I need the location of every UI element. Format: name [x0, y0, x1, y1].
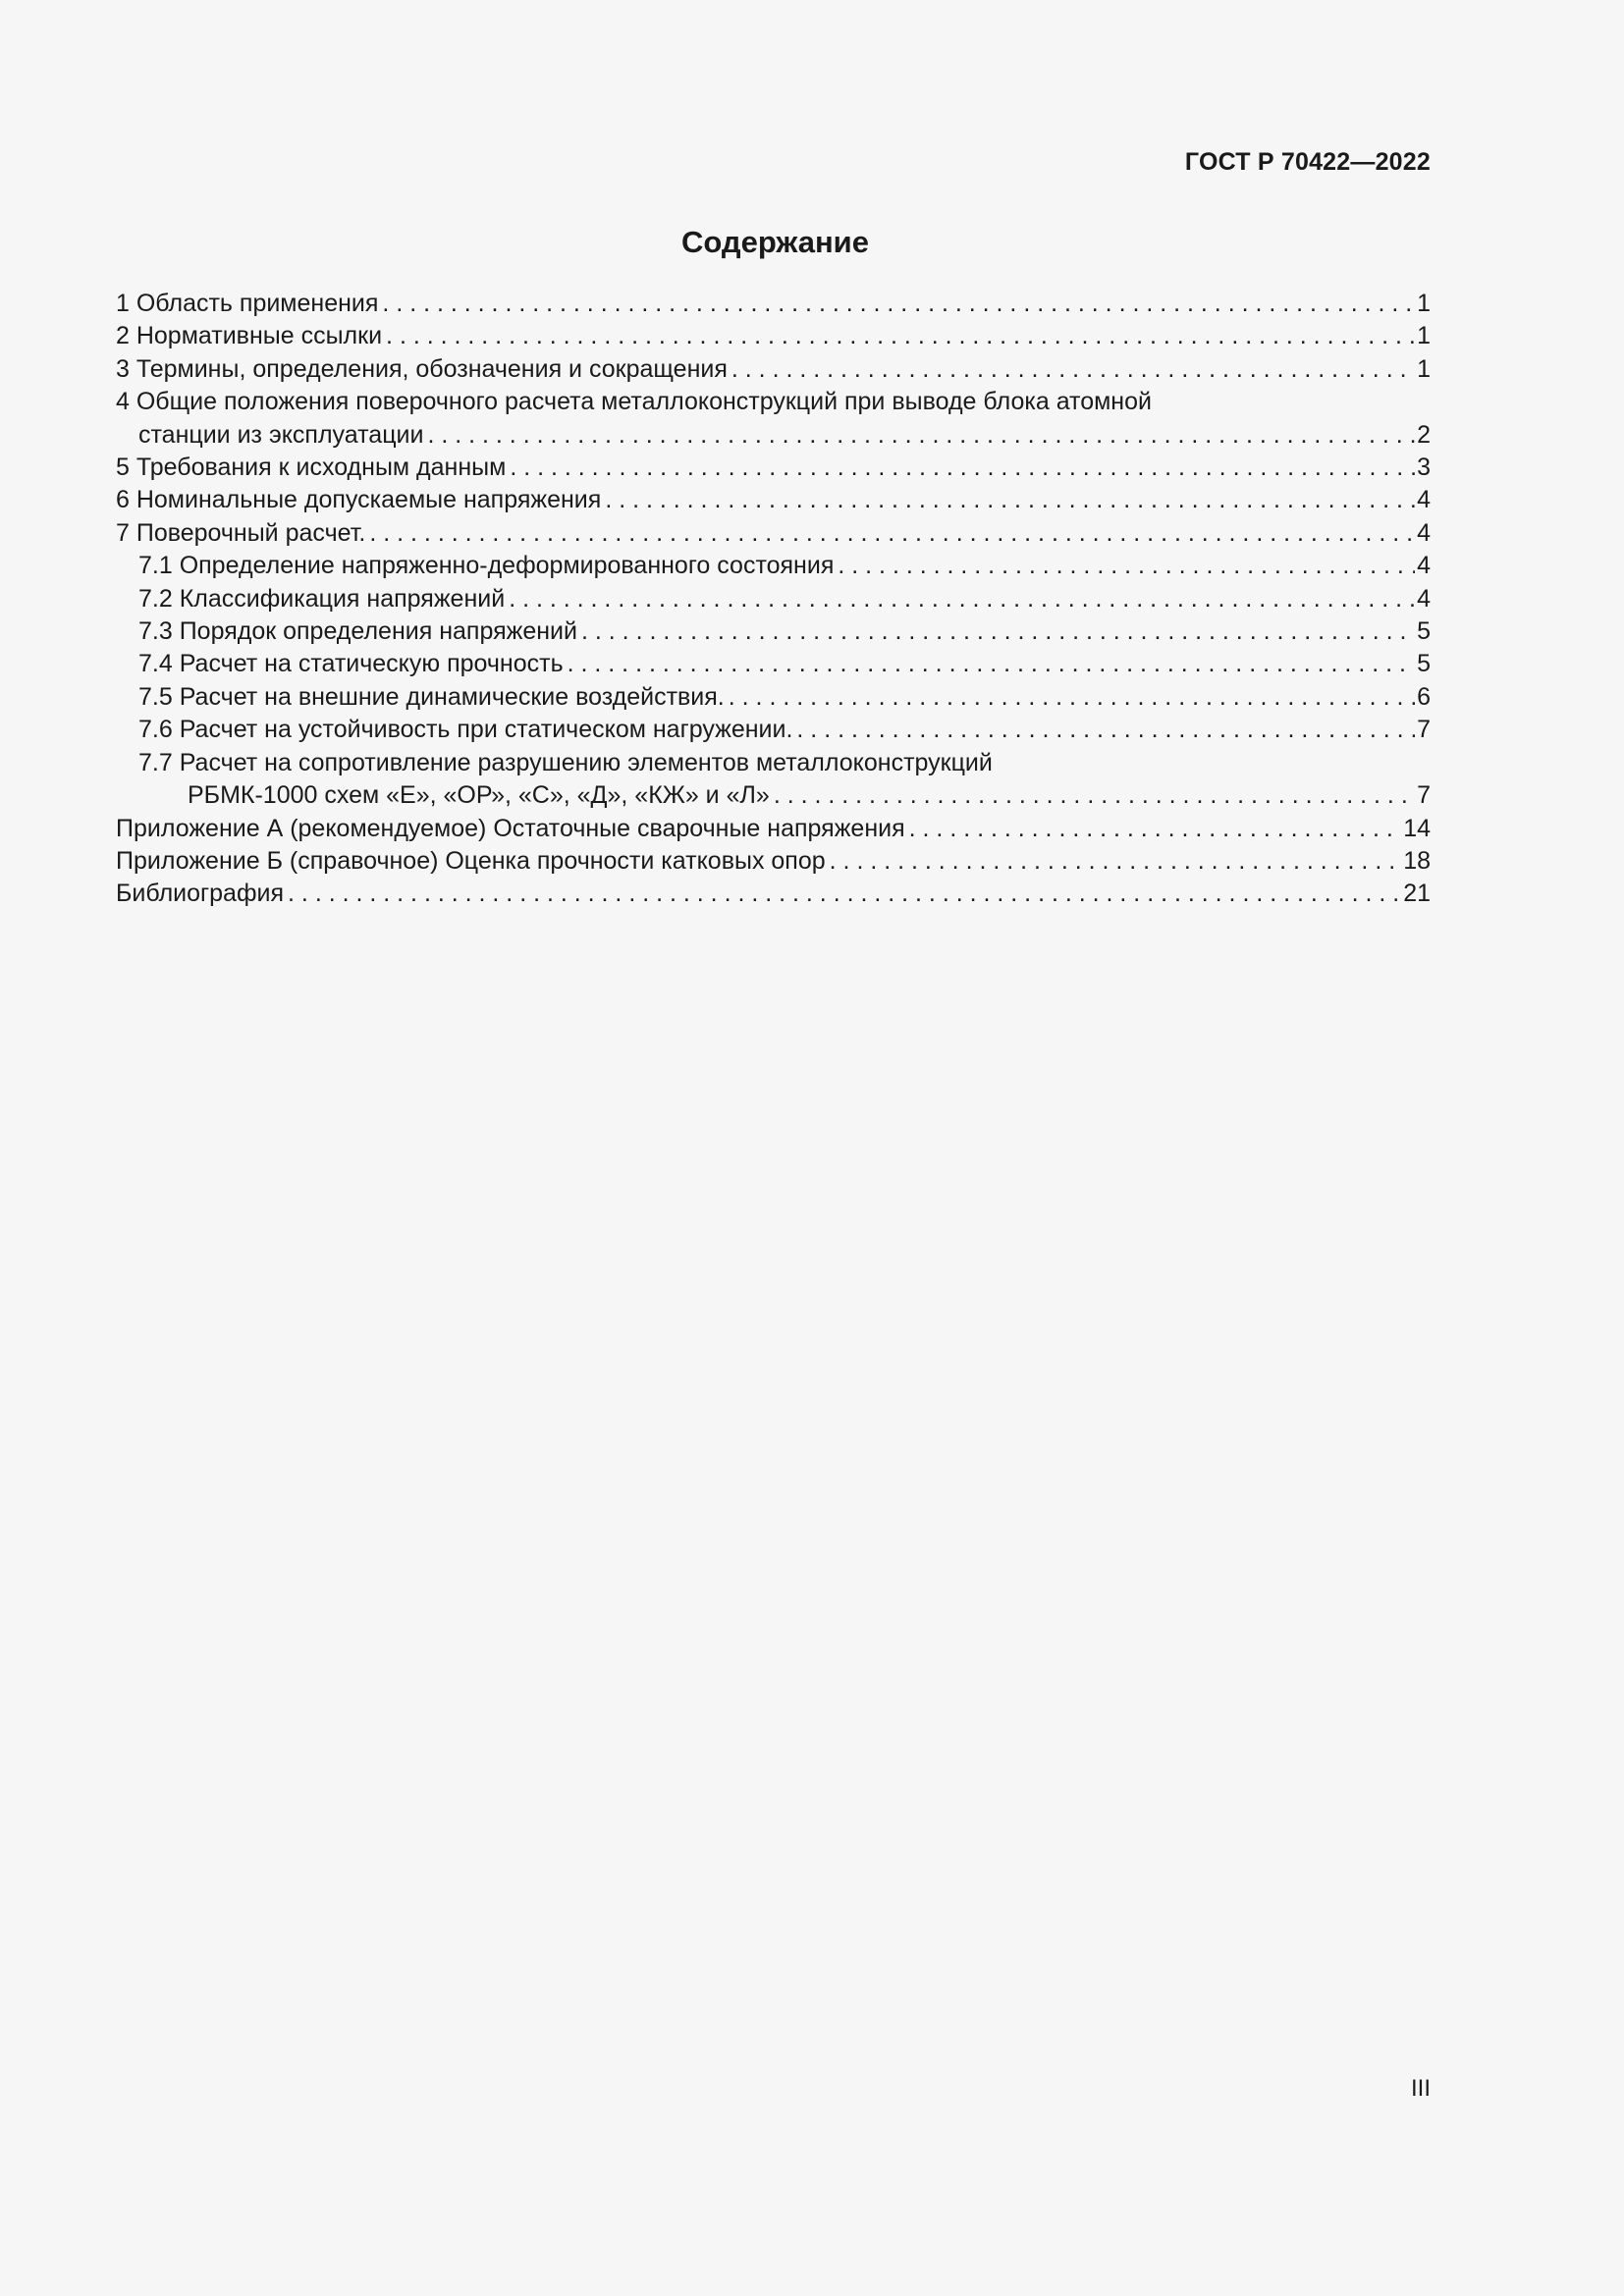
toc-entry-page: 5 — [1417, 617, 1431, 646]
toc-entry-label: 5 Требования к исходным данным — [116, 454, 507, 482]
toc-subentry[interactable] — [116, 681, 1431, 714]
toc-entry-label: 7.6 Расчет на устойчивость при статическом нагружении. — [138, 716, 793, 744]
toc-subentry[interactable] — [116, 648, 1431, 680]
toc-entry-continuation — [116, 779, 1431, 812]
toc-subentry[interactable] — [116, 550, 1431, 582]
table-of-contents — [116, 288, 1431, 911]
toc-entry-page: 4 — [1417, 518, 1431, 547]
toc-subentry[interactable] — [116, 583, 1431, 615]
toc-entry[interactable] — [116, 320, 1431, 352]
toc-entry-page: 1 — [1417, 322, 1431, 350]
toc-entry-label-line1: 4 Общие положения поверочного расчета металлоконструкций при выводе блока атомной — [116, 388, 1152, 416]
dot-leader — [830, 845, 1402, 878]
page-number: III — [1410, 2075, 1431, 2102]
dot-leader — [731, 353, 1415, 386]
dot-leader — [581, 615, 1415, 648]
toc-entry-page: 4 — [1417, 486, 1431, 514]
toc-entry-label: станции из эксплуатации — [138, 420, 424, 449]
dot-leader — [796, 714, 1415, 746]
toc-entry-page: 3 — [1417, 454, 1431, 482]
dot-leader — [386, 320, 1415, 352]
dot-leader — [510, 452, 1415, 484]
toc-entry[interactable] — [116, 288, 1431, 320]
toc-entry-page: 1 — [1417, 290, 1431, 317]
toc-entry-page: 4 — [1417, 584, 1431, 613]
dot-leader — [605, 484, 1415, 516]
toc-entry-page: 4 — [1417, 552, 1431, 580]
toc-entry-page: 1 — [1417, 354, 1431, 383]
toc-entry[interactable] — [116, 452, 1431, 484]
toc-entry[interactable] — [116, 845, 1431, 878]
toc-entry-label: 7 Поверочный расчет. — [116, 518, 366, 547]
dot-leader — [774, 779, 1415, 812]
toc-entry-continuation — [116, 419, 1431, 452]
toc-entry-label: 7.3 Порядок определения напряжений — [138, 617, 577, 646]
toc-entry-label: Библиография — [116, 880, 285, 908]
toc-entry-label: 1 Область применения — [116, 290, 379, 317]
toc-entry[interactable] — [116, 517, 1431, 550]
dot-leader — [427, 419, 1415, 452]
toc-entry-page: 6 — [1417, 682, 1431, 711]
toc-entry-label: Приложение А (рекомендуемое) Остаточные сварочные напряжения — [116, 814, 905, 842]
dot-leader — [568, 648, 1415, 680]
dot-leader — [382, 288, 1415, 320]
dot-leader — [729, 681, 1415, 714]
toc-entry[interactable] — [116, 878, 1431, 910]
dot-leader — [288, 878, 1401, 910]
dot-leader — [509, 583, 1415, 615]
toc-entry[interactable] — [116, 813, 1431, 845]
toc-entry-label: 7.5 Расчет на внешние динамические воздействия. — [138, 682, 725, 711]
document-code: ГОСТ Р 70422—2022 — [1184, 148, 1431, 176]
toc-subentry[interactable] — [116, 615, 1431, 648]
toc-entry-label: 7.4 Расчет на статическую прочность — [138, 650, 564, 678]
toc-entry-label: РБМК-1000 схем «Е», «ОР», «С», «Д», «КЖ» и «Л» — [188, 781, 770, 810]
toc-entry-label: 6 Номинальные допускаемые напряжения — [116, 486, 602, 514]
toc-entry[interactable] — [116, 484, 1431, 516]
toc-entry-page: 21 — [1403, 880, 1431, 908]
dot-leader — [909, 813, 1402, 845]
toc-subentry[interactable] — [116, 714, 1431, 746]
dot-leader — [838, 550, 1415, 582]
toc-entry-page: 7 — [1417, 781, 1431, 810]
toc-entry-page: 14 — [1403, 814, 1431, 842]
toc-entry-label: 3 Термины, определения, обозначения и сокращения — [116, 354, 728, 383]
toc-entry-label: 7.1 Определение напряженно-деформированного состояния — [138, 552, 835, 580]
toc-title: Содержание — [681, 225, 869, 259]
toc-entry-label-line1: 7.7 Расчет на сопротивление разрушению элементов металлоконструкций — [138, 748, 993, 776]
dot-leader — [369, 517, 1415, 550]
toc-entry-page: 5 — [1417, 650, 1431, 678]
toc-subentry-multiline[interactable] — [116, 747, 1431, 813]
toc-entry-label: 2 Нормативные ссылки — [116, 322, 383, 350]
toc-entry-page: 18 — [1403, 846, 1431, 875]
toc-entry-label: Приложение Б (справочное) Оценка прочности катковых опор — [116, 846, 826, 875]
toc-entry-label: 7.2 Классификация напряжений — [138, 584, 506, 613]
toc-entry[interactable] — [116, 353, 1431, 386]
toc-entry-page: 2 — [1417, 420, 1431, 449]
toc-entry-multiline[interactable] — [116, 386, 1431, 452]
toc-entry-page: 7 — [1417, 716, 1431, 744]
